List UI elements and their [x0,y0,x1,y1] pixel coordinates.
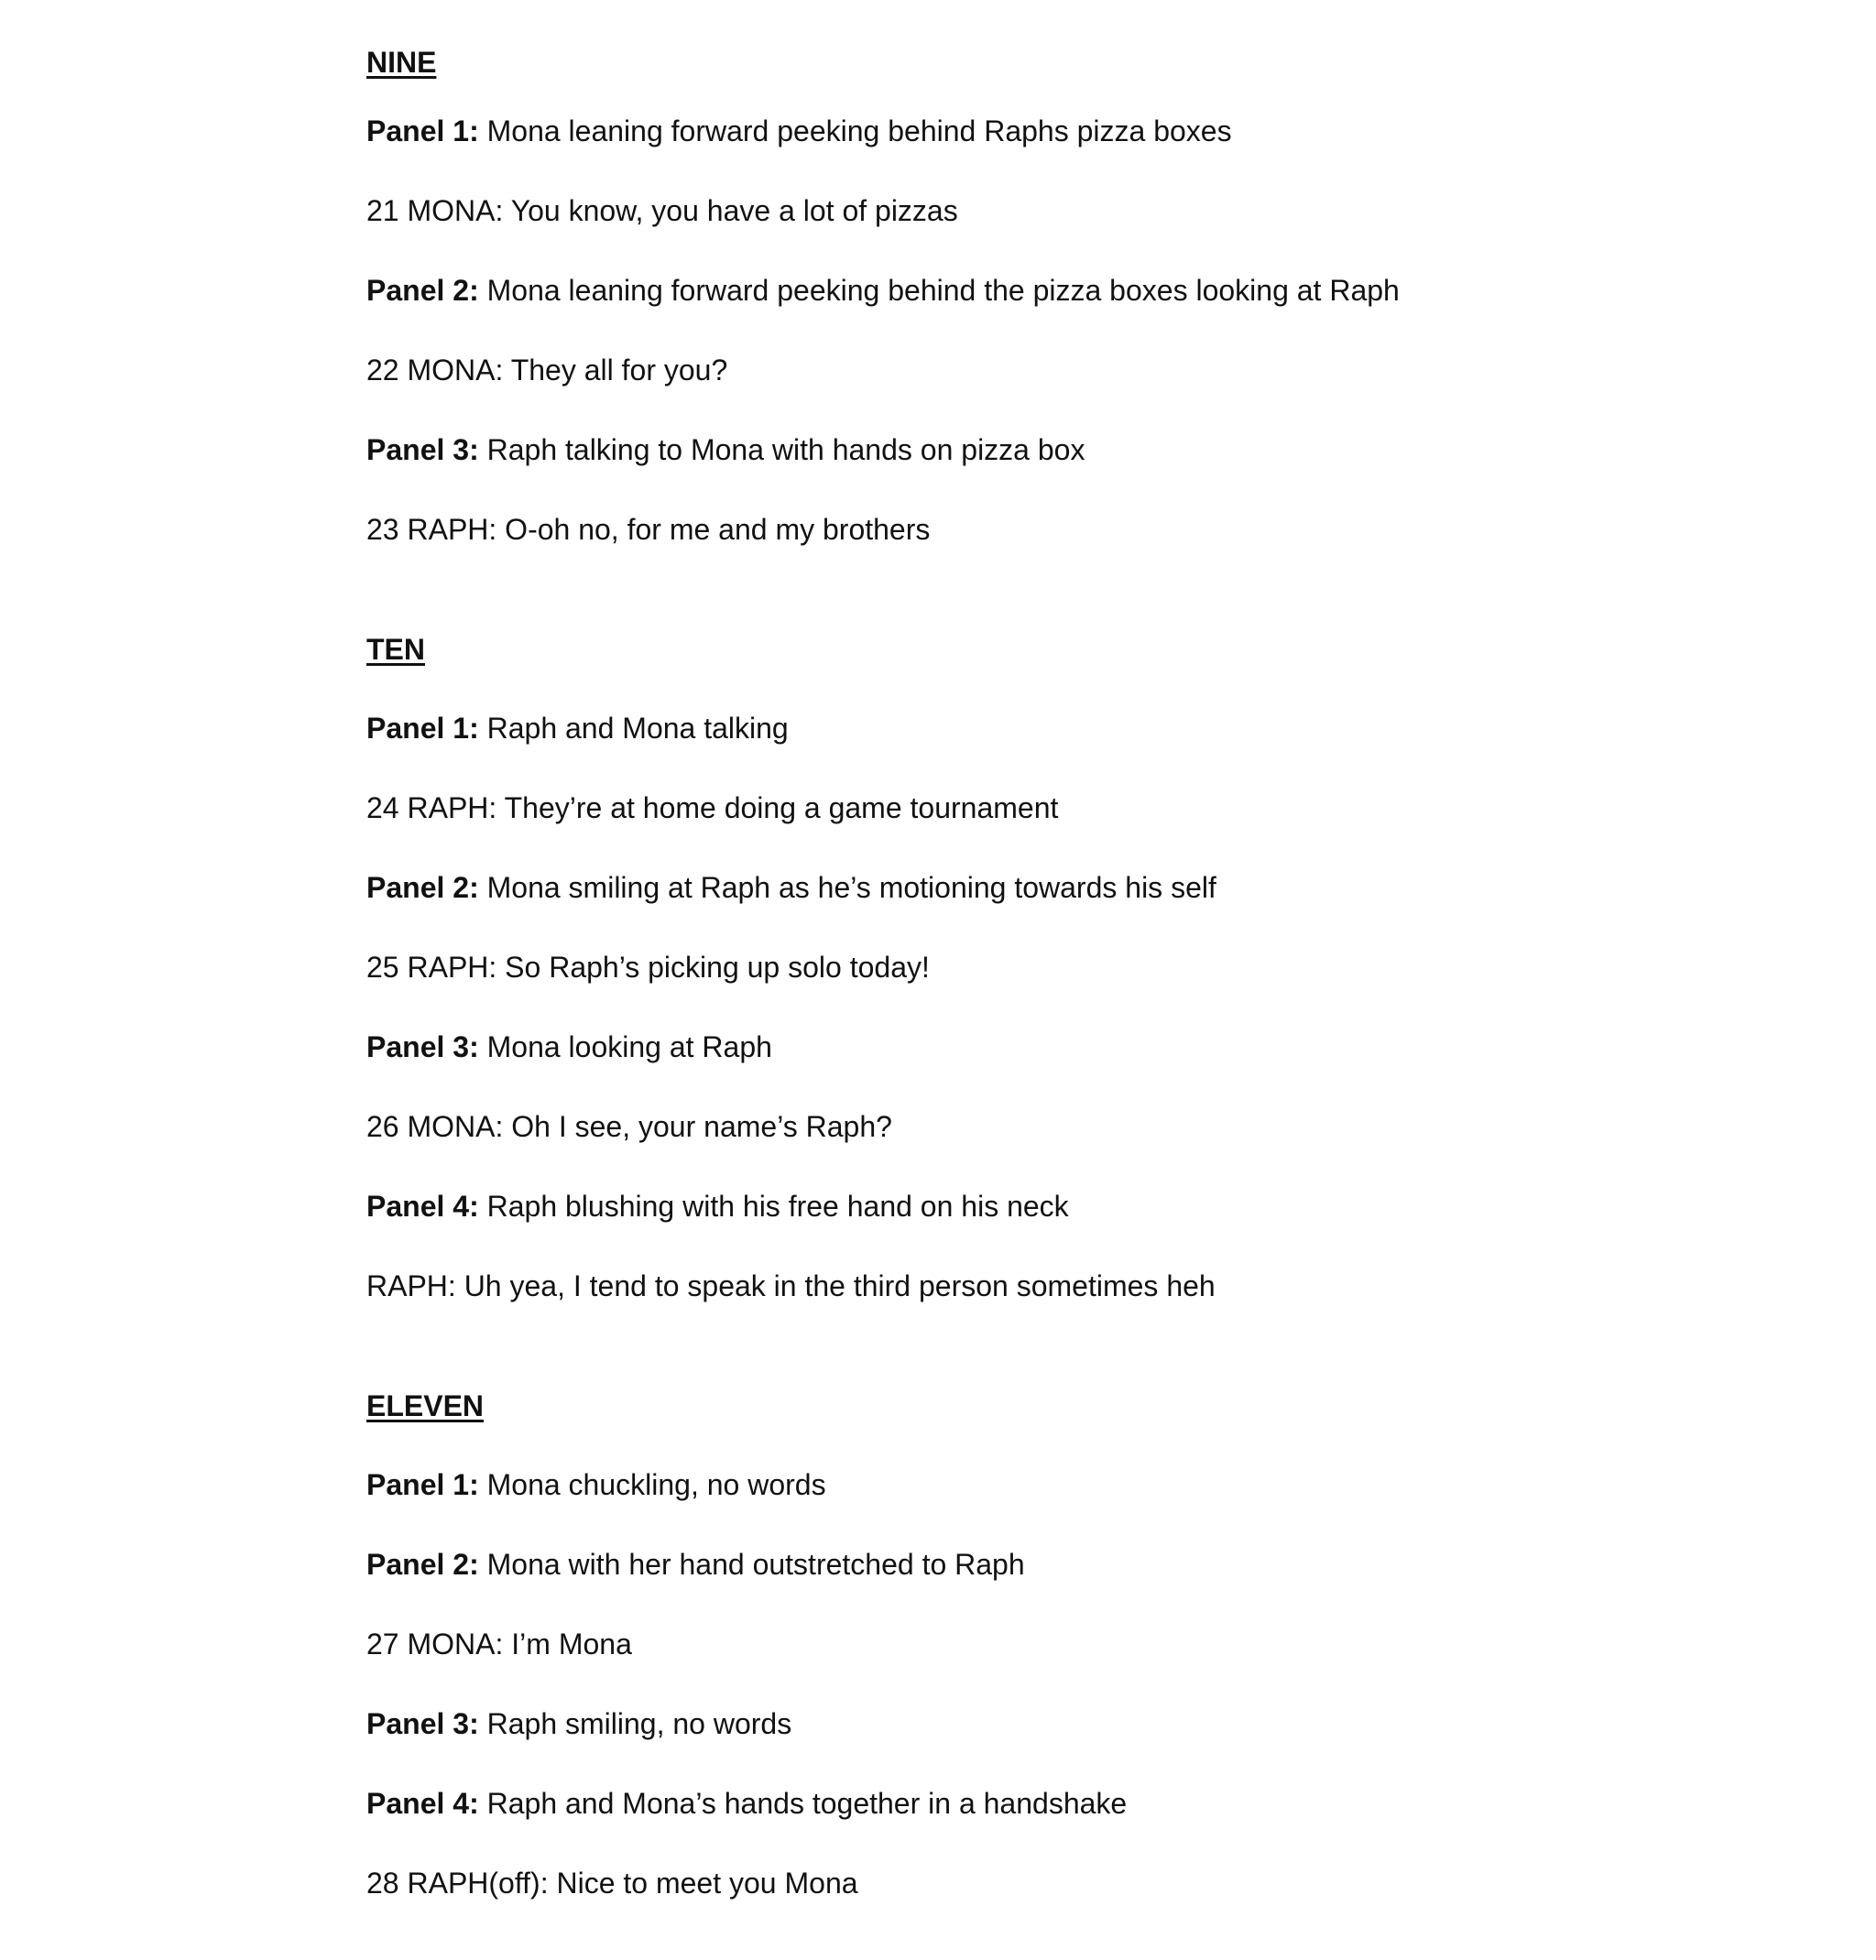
dialogue-line: 22 MONA: They all for you? [366,354,728,387]
section-gap [366,1326,1795,1366]
panel-label: Panel 4: [366,1787,479,1820]
page-heading-ten: TEN [366,632,425,666]
panel-text: Mona leaning forward peeking behind Raphs pizza boxes [478,114,1232,147]
dialogue-line: 23 RAPH: O-oh no, for me and my brothers [366,513,931,546]
panel-description [366,92,1795,171]
panel-label: Panel 1: [366,1468,479,1501]
panel-text: Raph and Mona’s hands together in a handshake [478,1787,1128,1820]
dialogue-line: 25 RAPH: So Raph’s picking up solo today! [366,951,930,984]
panel-label: Panel 2: [366,871,479,904]
panel-description [366,1007,1795,1087]
panel-label: Panel 3: [366,1707,479,1740]
panel-description [366,848,1795,928]
panel-description [366,689,1795,768]
dialogue-line: 27 MONA: I’m Mona [366,1628,632,1661]
panel-text: Mona smiling at Raph as he’s motioning towards his self [478,871,1216,904]
section-gap [366,570,1795,609]
panel-label: Panel 1: [366,712,479,745]
panel-label: Panel 3: [366,1030,479,1063]
panel-text: Mona with her hand outstretched to Raph [478,1548,1025,1581]
panel-text: Mona leaning forward peeking behind the pizza boxes looking at Raph [478,274,1400,307]
panel-text: Mona chuckling, no words [478,1468,826,1501]
panel-description [366,251,1795,331]
script-document [366,33,1795,1923]
panel-description [366,1764,1795,1844]
panel-text: Raph talking to Mona with hands on pizza box [478,433,1085,466]
panel-description [366,1445,1795,1525]
dialogue-line: 28 RAPH(off): Nice to meet you Mona [366,1867,858,1900]
panel-label: Panel 4: [366,1190,479,1223]
panel-description [366,410,1795,490]
panel-text: Raph blushing with his free hand on his neck [478,1190,1069,1223]
panel-label: Panel 2: [366,274,479,307]
dialogue-line: RAPH: Uh yea, I tend to speak in the third person sometimes heh [366,1269,1216,1302]
panel-text: Raph smiling, no words [478,1707,792,1740]
panel-text: Mona looking at Raph [478,1030,772,1063]
panel-description [366,1525,1795,1605]
panel-text: Raph and Mona talking [478,712,789,745]
panel-label: Panel 2: [366,1548,479,1581]
dialogue-line: 24 RAPH: They’re at home doing a game tournament [366,791,1059,824]
page-heading-eleven: ELEVEN [366,1388,485,1422]
dialogue-line: 26 MONA: Oh I see, your name’s Raph? [366,1110,892,1143]
panel-description [366,1684,1795,1764]
page-heading-nine: NINE [366,46,437,79]
panel-label: Panel 3: [366,433,479,466]
panel-description [366,1167,1795,1247]
dialogue-line: 21 MONA: You know, you have a lot of pizzas [366,194,958,227]
panel-label: Panel 1: [366,114,479,147]
